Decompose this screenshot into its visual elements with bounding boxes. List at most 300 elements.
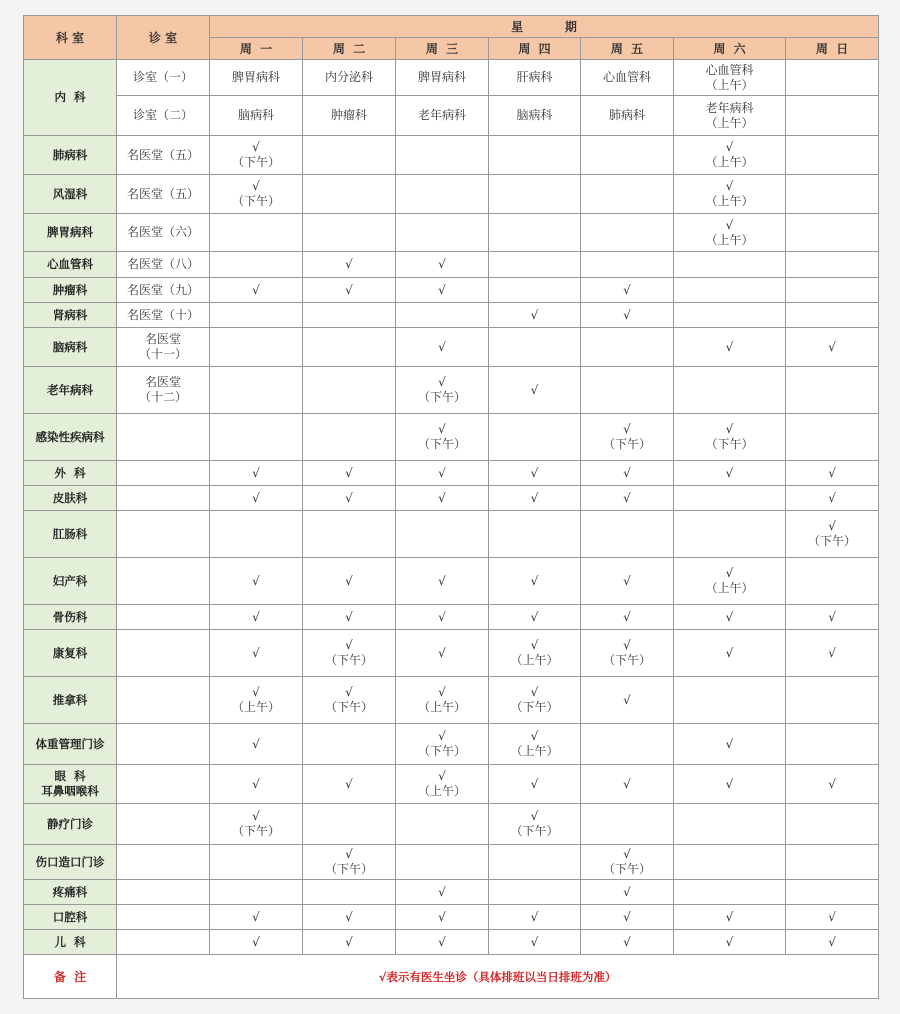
room-name-2: （十二） [138, 390, 187, 404]
schedule-cell-thu [489, 175, 581, 214]
schedule-cell-tue [303, 96, 396, 136]
schedule-cell-sun [786, 486, 879, 511]
cell-text: 肺病科 [608, 108, 645, 122]
check-mark: √ [252, 934, 260, 949]
schedule-cell-tue [303, 905, 396, 930]
check-mark: √ [725, 217, 734, 232]
session-label: （下午） [324, 700, 373, 714]
header-row-week [24, 16, 879, 38]
cell-text: 脑病科 [516, 108, 553, 122]
schedule-cell-sat [674, 765, 786, 804]
schedule-row [24, 677, 879, 724]
dept-cell [24, 558, 117, 605]
schedule-row [24, 175, 879, 214]
session-label: （下午） [602, 862, 651, 876]
check-mark: √ [725, 422, 734, 436]
check-mark: √ [438, 685, 446, 699]
schedule-cell-sun [786, 605, 879, 630]
schedule-cell-sat [674, 558, 786, 605]
dept-cell [24, 486, 117, 511]
check-mark: √ [252, 609, 260, 624]
schedule-cell-tue [303, 278, 396, 303]
session-label: （下午） [417, 744, 466, 758]
schedule-cell-sat [674, 175, 786, 214]
check-mark: √ [828, 645, 836, 660]
schedule-cell-sun [786, 677, 879, 724]
dept-cell [24, 511, 117, 558]
dept-cell [24, 175, 117, 214]
dept-cell [24, 930, 117, 955]
dept-name: 皮肤科 [52, 490, 88, 505]
check-mark: √ [438, 490, 446, 505]
check-mark: √ [345, 573, 353, 588]
schedule-cell-wed [396, 558, 489, 605]
session-label: （下午） [231, 155, 280, 169]
dept-cell [24, 367, 117, 414]
schedule-row [24, 605, 879, 630]
schedule-cell-thu [489, 278, 581, 303]
session-label: （上午） [231, 700, 280, 714]
cell-text: 肝病科 [516, 70, 553, 84]
session-label: （下午） [324, 862, 373, 876]
schedule-cell-tue [303, 605, 396, 630]
check-mark: √ [438, 282, 446, 297]
schedule-cell-thu [489, 461, 581, 486]
schedule-cell-sun [786, 804, 879, 845]
dept-cell [24, 724, 117, 765]
schedule-cell-wed [396, 60, 489, 96]
schedule-cell-mon [210, 880, 303, 905]
note-label: 备 注 [24, 955, 117, 999]
check-mark: √ [438, 257, 446, 271]
check-mark: √ [438, 339, 446, 354]
schedule-cell-sat [674, 367, 786, 414]
schedule-cell-thu [489, 804, 581, 845]
schedule-cell-sat [674, 605, 786, 630]
session-label: （下午） [231, 824, 280, 838]
session-label: （上午） [705, 77, 754, 92]
schedule-cell-wed [396, 511, 489, 558]
check-mark: √ [345, 909, 353, 924]
schedule-cell-fri [581, 414, 674, 461]
schedule-cell-wed [396, 461, 489, 486]
check-mark: √ [725, 776, 734, 791]
schedule-cell-tue [303, 328, 396, 367]
schedule-row [24, 804, 879, 845]
schedule-cell-wed [396, 630, 489, 677]
check-mark: √ [530, 934, 539, 949]
room-cell [117, 724, 210, 765]
schedule-cell-wed [396, 845, 489, 880]
schedule-cell-wed [396, 930, 489, 955]
room-cell [117, 96, 210, 136]
schedule-row [24, 367, 879, 414]
check-mark: √ [725, 909, 734, 924]
room-cell [117, 303, 210, 328]
schedule-cell-mon [210, 630, 303, 677]
check-mark: √ [345, 609, 353, 624]
schedule-cell-sun [786, 461, 879, 486]
schedule-cell-sun [786, 367, 879, 414]
schedule-cell-wed [396, 905, 489, 930]
schedule-cell-sat [674, 630, 786, 677]
schedule-cell-sun [786, 96, 879, 136]
dept-name: 肺病科 [52, 147, 88, 162]
dept-name: 内 科 [54, 90, 86, 104]
schedule-cell-thu [489, 511, 581, 558]
schedule-cell-fri [581, 845, 674, 880]
session-label: （上午） [510, 744, 559, 758]
dept-name: 妇产科 [52, 573, 88, 588]
schedule-row [24, 880, 879, 905]
schedule-row [24, 905, 879, 930]
schedule-cell-sat [674, 486, 786, 511]
room-name: 名医堂（五） [126, 186, 199, 201]
schedule-cell-mon [210, 724, 303, 765]
cell-text: 脑病科 [237, 108, 274, 122]
schedule-cell-wed [396, 252, 489, 278]
check-mark: √ [438, 909, 446, 924]
schedule-cell-sat [674, 461, 786, 486]
check-mark: √ [623, 776, 631, 791]
schedule-cell-mon [210, 461, 303, 486]
dept-cell [24, 630, 117, 677]
schedule-cell-fri [581, 677, 674, 724]
cell-text: 心血管科 [705, 62, 754, 77]
room-cell [117, 558, 210, 605]
cell-text: 脾胃病科 [417, 70, 466, 84]
schedule-cell-sat [674, 511, 786, 558]
schedule-cell-sat [674, 328, 786, 367]
header-week: 星 期 [210, 16, 879, 38]
schedule-cell-thu [489, 880, 581, 905]
dept-cell [24, 252, 117, 278]
schedule-cell-tue [303, 765, 396, 804]
schedule-cell-tue [303, 558, 396, 605]
schedule-cell-thu [489, 414, 581, 461]
schedule-cell-fri [581, 511, 674, 558]
check-mark: √ [623, 609, 631, 624]
check-mark: √ [252, 645, 260, 660]
room-cell [117, 486, 210, 511]
schedule-cell-fri [581, 630, 674, 677]
schedule-row [24, 630, 879, 677]
check-mark: √ [438, 769, 446, 783]
schedule-cell-thu [489, 60, 581, 96]
room-cell [117, 677, 210, 724]
schedule-cell-fri [581, 367, 674, 414]
check-mark: √ [623, 884, 631, 899]
dept-cell [24, 845, 117, 880]
room-cell [117, 175, 210, 214]
schedule-cell-sat [674, 214, 786, 252]
session-label: （下午） [705, 437, 754, 451]
schedule-cell-mon [210, 845, 303, 880]
schedule-cell-mon [210, 214, 303, 252]
room-cell [117, 461, 210, 486]
schedule-cell-sun [786, 558, 879, 605]
room-cell [117, 930, 210, 955]
room-cell [117, 905, 210, 930]
schedule-row [24, 724, 879, 765]
schedule-row [24, 930, 879, 955]
schedule-cell-thu [489, 328, 581, 367]
room-cell [117, 880, 210, 905]
schedule-cell-mon [210, 252, 303, 278]
dept-cell [24, 905, 117, 930]
check-mark: √ [252, 776, 260, 791]
schedule-cell-tue [303, 252, 396, 278]
check-mark: √ [623, 465, 631, 480]
header-dept: 科 室 [24, 16, 117, 60]
header-day-tue: 周 二 [303, 38, 396, 60]
room-cell [117, 414, 210, 461]
schedule-cell-fri [581, 558, 674, 605]
header-day-sat: 周 六 [674, 38, 786, 60]
check-mark: √ [438, 422, 446, 436]
check-mark: √ [530, 573, 539, 588]
check-mark: √ [252, 736, 260, 751]
schedule-row [24, 328, 879, 367]
session-label: （下午） [231, 194, 280, 208]
schedule-cell-fri [581, 930, 674, 955]
room-name: 诊室（二） [132, 108, 193, 122]
schedule-cell-wed [396, 880, 489, 905]
schedule-cell-fri [581, 605, 674, 630]
schedule-cell-sat [674, 136, 786, 175]
schedule-cell-sun [786, 511, 879, 558]
schedule-cell-thu [489, 252, 581, 278]
schedule-cell-mon [210, 136, 303, 175]
header-day-wed: 周 三 [396, 38, 489, 60]
schedule-cell-tue [303, 804, 396, 845]
schedule-cell-wed [396, 303, 489, 328]
dept-name: 肿瘤科 [52, 282, 88, 297]
schedule-cell-thu [489, 136, 581, 175]
dept-name: 骨伤科 [52, 609, 88, 624]
check-mark: √ [530, 729, 539, 743]
check-mark: √ [828, 519, 836, 533]
session-label: （下午） [602, 437, 651, 451]
schedule-cell-sun [786, 930, 879, 955]
session-label: （上午） [705, 115, 754, 130]
session-label: （上午） [705, 155, 754, 169]
check-mark: √ [530, 490, 539, 505]
schedule-cell-wed [396, 486, 489, 511]
schedule-cell-fri [581, 905, 674, 930]
schedule-cell-sun [786, 303, 879, 328]
header-day-mon: 周 一 [210, 38, 303, 60]
schedule-cell-fri [581, 765, 674, 804]
schedule-cell-thu [489, 96, 581, 136]
schedule-cell-sun [786, 60, 879, 96]
schedule-cell-wed [396, 804, 489, 845]
schedule-cell-fri [581, 328, 674, 367]
schedule-cell-tue [303, 486, 396, 511]
dept-name: 眼 科 [54, 769, 86, 783]
schedule-row [24, 214, 879, 252]
schedule-cell-sun [786, 905, 879, 930]
schedule-cell-mon [210, 804, 303, 845]
room-cell [117, 60, 210, 96]
room-cell [117, 278, 210, 303]
room-cell [117, 136, 210, 175]
schedule-cell-fri [581, 96, 674, 136]
schedule-cell-tue [303, 880, 396, 905]
check-mark: √ [345, 776, 353, 791]
dept-cell [24, 414, 117, 461]
room-name: 诊室（一） [132, 70, 193, 84]
dept-name: 风湿科 [52, 186, 88, 201]
check-mark: √ [623, 909, 631, 924]
schedule-cell-mon [210, 175, 303, 214]
schedule-cell-fri [581, 175, 674, 214]
schedule-cell-tue [303, 414, 396, 461]
header-day-fri: 周 五 [581, 38, 674, 60]
schedule-cell-thu [489, 765, 581, 804]
check-mark: √ [623, 692, 631, 707]
check-mark: √ [530, 307, 539, 322]
schedule-cell-thu [489, 486, 581, 511]
room-cell [117, 804, 210, 845]
dept-name: 老年病科 [47, 382, 93, 397]
session-label: （下午） [510, 700, 559, 714]
check-mark: √ [828, 609, 836, 624]
check-mark: √ [725, 736, 734, 751]
schedule-cell-sat [674, 905, 786, 930]
schedule-row [24, 303, 879, 328]
session-label: （上午） [417, 784, 466, 798]
schedule-cell-wed [396, 175, 489, 214]
header-room: 诊 室 [117, 16, 210, 60]
session-label: （上午） [705, 581, 754, 595]
schedule-cell-sat [674, 278, 786, 303]
room-cell [117, 214, 210, 252]
schedule-cell-wed [396, 677, 489, 724]
check-mark: √ [623, 847, 631, 861]
dept-cell [24, 880, 117, 905]
dept-name: 儿 科 [54, 934, 86, 949]
schedule-cell-mon [210, 511, 303, 558]
schedule-cell-mon [210, 278, 303, 303]
check-mark: √ [438, 609, 446, 624]
dept-name: 伤口造口门诊 [35, 854, 105, 869]
schedule-cell-wed [396, 136, 489, 175]
check-mark: √ [725, 465, 734, 480]
dept-name: 肛肠科 [52, 526, 88, 541]
schedule-cell-mon [210, 328, 303, 367]
room-cell [117, 328, 210, 367]
room-cell [117, 605, 210, 630]
schedule-row [24, 765, 879, 804]
room-cell [117, 765, 210, 804]
schedule-cell-fri [581, 252, 674, 278]
room-name: 名医堂（八） [126, 257, 199, 271]
check-mark: √ [438, 573, 446, 588]
schedule-cell-sat [674, 930, 786, 955]
schedule-cell-sun [786, 845, 879, 880]
clinic-schedule-table [23, 15, 879, 999]
schedule-cell-fri [581, 724, 674, 765]
schedule-cell-thu [489, 905, 581, 930]
schedule-cell-fri [581, 60, 674, 96]
dept-name: 疼痛科 [52, 884, 88, 899]
schedule-cell-sat [674, 60, 786, 96]
schedule-cell-tue [303, 724, 396, 765]
schedule-cell-mon [210, 414, 303, 461]
check-mark: √ [438, 465, 446, 480]
schedule-cell-thu [489, 367, 581, 414]
session-label: （上午） [705, 232, 754, 247]
schedule-cell-mon [210, 930, 303, 955]
schedule-cell-tue [303, 303, 396, 328]
check-mark: √ [828, 465, 836, 480]
schedule-row [24, 414, 879, 461]
schedule-cell-tue [303, 630, 396, 677]
session-label: （下午） [417, 437, 466, 451]
schedule-cell-fri [581, 214, 674, 252]
room-cell [117, 367, 210, 414]
dept-name: 脾胃病科 [47, 225, 93, 239]
note-text: √表示有医生坐诊（具体排班以当日排班为准） [117, 955, 879, 999]
note-row [24, 955, 879, 999]
schedule-cell-tue [303, 677, 396, 724]
cell-text: 心血管科 [602, 70, 651, 84]
cell-text: 老年病科 [705, 100, 754, 115]
schedule-cell-mon [210, 905, 303, 930]
schedule-cell-fri [581, 804, 674, 845]
dept-name: 康复科 [52, 645, 88, 660]
dept-name: 感染性疾病科 [35, 429, 105, 444]
schedule-cell-wed [396, 605, 489, 630]
schedule-cell-mon [210, 605, 303, 630]
check-mark: √ [725, 339, 734, 354]
schedule-cell-sun [786, 175, 879, 214]
schedule-cell-sun [786, 765, 879, 804]
check-mark: √ [438, 375, 446, 389]
schedule-cell-mon [210, 303, 303, 328]
check-mark: √ [438, 884, 446, 899]
dept-name: 外 科 [54, 465, 86, 480]
schedule-cell-mon [210, 367, 303, 414]
check-mark: √ [725, 179, 734, 193]
room-cell [117, 845, 210, 880]
schedule-cell-mon [210, 96, 303, 136]
check-mark: √ [623, 422, 631, 436]
cell-text: 老年病科 [417, 108, 466, 122]
check-mark: √ [438, 645, 446, 660]
dept-cell [24, 677, 117, 724]
schedule-cell-sat [674, 252, 786, 278]
schedule-cell-mon [210, 677, 303, 724]
dept-cell [24, 60, 117, 136]
dept-cell [24, 765, 117, 804]
schedule-cell-tue [303, 367, 396, 414]
schedule-cell-wed [396, 278, 489, 303]
schedule-cell-thu [489, 303, 581, 328]
dept-name: 肾病科 [52, 307, 88, 322]
check-mark: √ [345, 257, 353, 271]
check-mark: √ [623, 490, 631, 505]
schedule-cell-mon [210, 486, 303, 511]
check-mark: √ [530, 382, 539, 397]
schedule-row [24, 511, 879, 558]
schedule-cell-mon [210, 765, 303, 804]
schedule-cell-tue [303, 511, 396, 558]
schedule-cell-sat [674, 845, 786, 880]
header-day-thu: 周 四 [489, 38, 581, 60]
session-label: （下午） [510, 824, 559, 838]
